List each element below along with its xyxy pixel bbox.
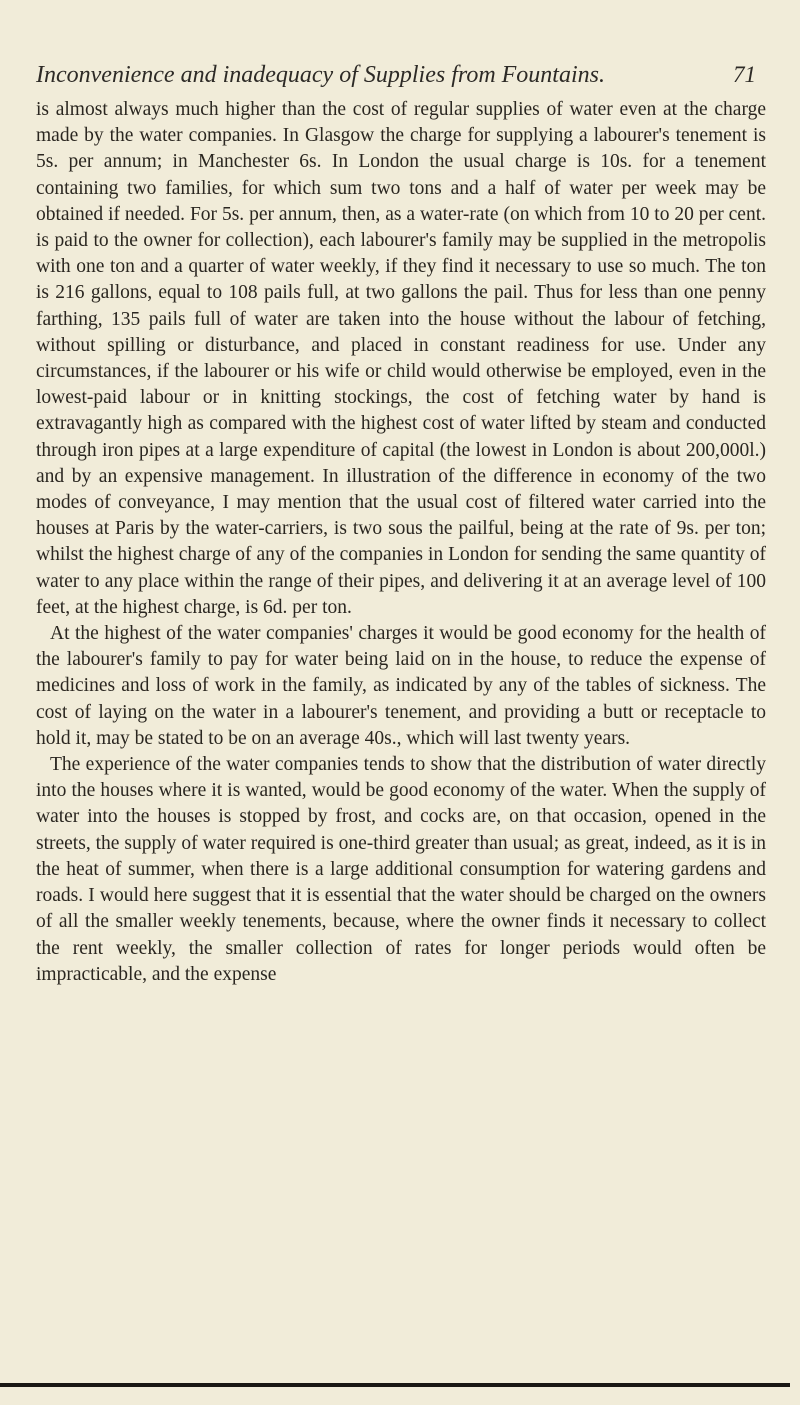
running-title: Inconvenience and inadequacy of Supplies from Fountains.	[36, 62, 605, 88]
running-header	[36, 62, 756, 89]
paragraph: is almost always much higher than the cost of regular supplies of water even at the charge made by the water companies. In Glasgow the charge for supplying a labourer's tenement is 5s. per annum; in Manchester 6s. In London the usual charge is 10s. for a tenement containing two families, for which sum two tons and a half of water per week may be obtained if needed. For 5s. per annum, then, as a water-rate (on which from 10 to 20 per cent. is paid to the owner for collection), each labourer's family may be supplied in the metropolis with one ton and a quarter of water weekly, if they find it necessary to use so much. The ton is 216 gallons, equal to 108 pails full, at two gallons the pail. Thus for less than one penny farthing, 135 pails full of water are taken into the house without the labour of fetching, without spilling or disturbance, and placed in constant readiness for use. Under any circumstances, if the labourer or his wife or child would otherwise be employed, even in the lowest-paid labour or in knitting stockings, the cost of fetching water by hand is extravagantly high as compared with the highest cost of water lifted by steam and conducted through iron pipes at a large expenditure of capital (the lowest in London is about 200,000l.) and by an expensive management. In illustration of the difference in economy of the two modes of conveyance, I may mention that the usual cost of filtered water carried into the houses at Paris by the water-carriers, is two sous the pailful, being at the rate of 9s. per ton; whilst the highest charge of any of the companies in London for sending the same quantity of water to any place within the range of their pipes, and delivering it at an average level of 100 feet, at the highest charge, is 6d. per ton.	[36, 99, 766, 618]
page-number: 71	[733, 62, 756, 87]
body-text	[36, 97, 766, 988]
paragraph: At the highest of the water companies' charges it would be good economy for the health of the labourer's family to pay for water being laid on in the house, to reduce the expense of medicines and loss of work in the family, as indicated by any of the tables of sickness. The cost of laying on the water in a labourer's tenement, and providing a butt or receptacle to hold it, may be stated to be on an average 40s., which will last twenty years.	[36, 623, 766, 749]
paragraph: The experience of the water companies tends to show that the distribution of water directly into the houses where it is wanted, would be good economy of the water. When the supply of water into the houses is stopped by frost, and cocks are, on that occasion, opened in the streets, the supply of water required is one-third greater than usual; as great, indeed, as it is in the heat of summer, when there is a large additional consumption for watering gardens and roads. I would here suggest that it is essential that the water should be charged on the owners of all the smaller weekly tenements, because, where the owner finds it necessary to collect the rent weekly, the smaller collection of rates for longer periods would often be impracticable, and the expense	[36, 754, 766, 985]
bottom-edge-rule	[0, 1383, 790, 1387]
